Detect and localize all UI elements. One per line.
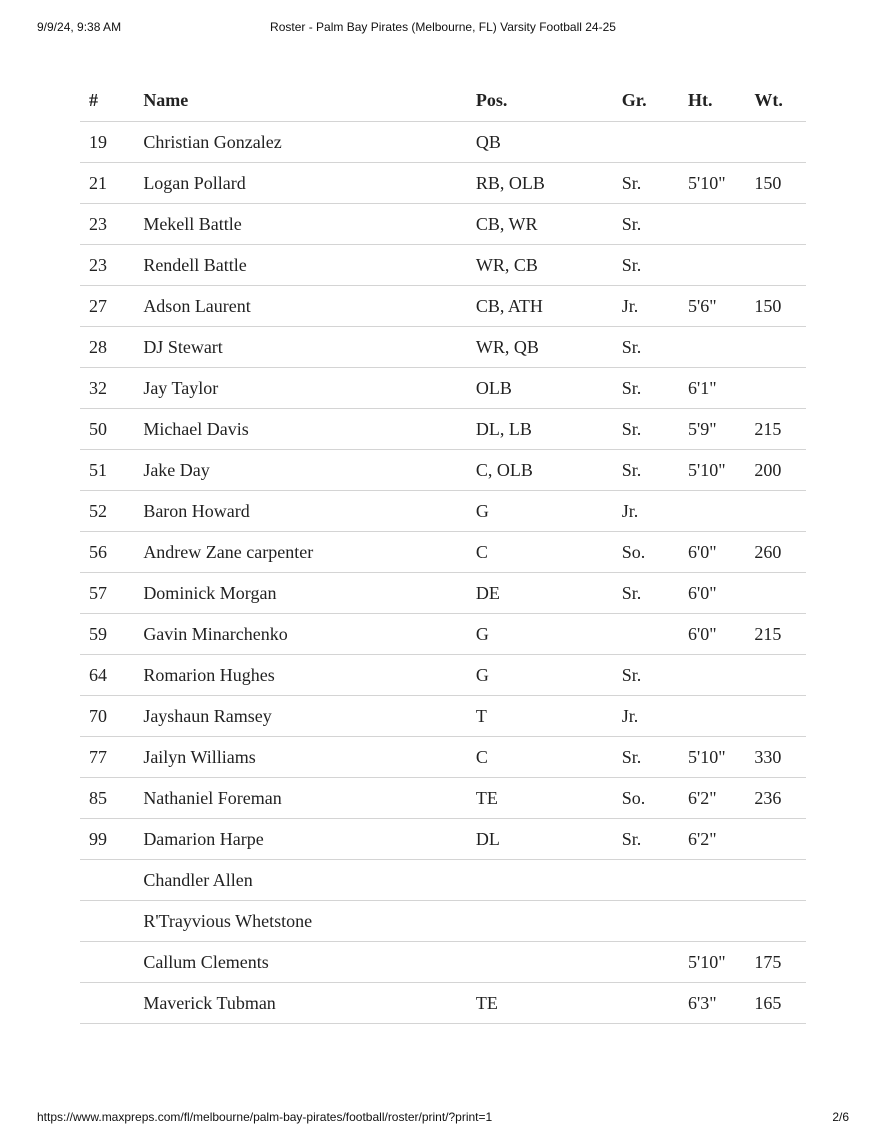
col-header-number: # [80, 80, 143, 122]
player-number: 64 [80, 655, 143, 696]
player-grade: Jr. [622, 696, 688, 737]
player-height [688, 327, 754, 368]
player-height: 5'10" [688, 450, 754, 491]
player-number: 56 [80, 532, 143, 573]
table-row [80, 696, 806, 737]
player-height: 5'9" [688, 409, 754, 450]
player-height: 5'10" [688, 737, 754, 778]
player-position: RB, OLB [476, 163, 622, 204]
player-weight [754, 819, 806, 860]
player-height [688, 122, 754, 163]
col-header-name: Name [143, 80, 476, 122]
player-weight [754, 368, 806, 409]
player-name: Maverick Tubman [143, 983, 476, 1024]
player-name: Mekell Battle [143, 204, 476, 245]
player-height [688, 655, 754, 696]
player-height: 6'3" [688, 983, 754, 1024]
table-row [80, 245, 806, 286]
player-grade: Sr. [622, 245, 688, 286]
player-position: C [476, 532, 622, 573]
player-number [80, 983, 143, 1024]
player-weight: 330 [754, 737, 806, 778]
player-grade: Sr. [622, 163, 688, 204]
player-name: Damarion Harpe [143, 819, 476, 860]
player-weight [754, 327, 806, 368]
player-number: 19 [80, 122, 143, 163]
player-number: 85 [80, 778, 143, 819]
player-height: 6'2" [688, 819, 754, 860]
player-grade: So. [622, 778, 688, 819]
player-position: OLB [476, 368, 622, 409]
player-grade: Sr. [622, 573, 688, 614]
player-number: 32 [80, 368, 143, 409]
player-grade: Sr. [622, 737, 688, 778]
player-name: Baron Howard [143, 491, 476, 532]
player-position: C [476, 737, 622, 778]
table-row [80, 204, 806, 245]
player-name: Andrew Zane carpenter [143, 532, 476, 573]
player-position: QB [476, 122, 622, 163]
player-grade: Sr. [622, 409, 688, 450]
player-number: 57 [80, 573, 143, 614]
player-name: Jayshaun Ramsey [143, 696, 476, 737]
player-height: 5'6" [688, 286, 754, 327]
table-row [80, 942, 806, 983]
player-name: Chandler Allen [143, 860, 476, 901]
player-name: Logan Pollard [143, 163, 476, 204]
player-position: T [476, 696, 622, 737]
player-height: 6'0" [688, 614, 754, 655]
player-grade: So. [622, 532, 688, 573]
table-row [80, 655, 806, 696]
player-name: Jailyn Williams [143, 737, 476, 778]
player-weight [754, 573, 806, 614]
table-row [80, 409, 806, 450]
player-position: DL [476, 819, 622, 860]
player-number: 99 [80, 819, 143, 860]
player-number: 21 [80, 163, 143, 204]
player-position [476, 942, 622, 983]
player-weight: 200 [754, 450, 806, 491]
player-grade: Sr. [622, 819, 688, 860]
col-header-grade: Gr. [622, 80, 688, 122]
table-row [80, 614, 806, 655]
player-grade [622, 901, 688, 942]
table-row [80, 368, 806, 409]
player-name: Rendell Battle [143, 245, 476, 286]
table-row [80, 532, 806, 573]
player-position [476, 901, 622, 942]
player-grade: Sr. [622, 655, 688, 696]
player-grade [622, 983, 688, 1024]
player-weight [754, 122, 806, 163]
player-weight [754, 204, 806, 245]
player-position: WR, CB [476, 245, 622, 286]
player-name: Callum Clements [143, 942, 476, 983]
player-number: 23 [80, 204, 143, 245]
player-height: 5'10" [688, 942, 754, 983]
player-height [688, 204, 754, 245]
player-name: Adson Laurent [143, 286, 476, 327]
player-number: 70 [80, 696, 143, 737]
player-number: 51 [80, 450, 143, 491]
print-datetime: 9/9/24, 9:38 AM [37, 20, 122, 34]
player-height: 6'2" [688, 778, 754, 819]
player-number: 27 [80, 286, 143, 327]
player-position: DL, LB [476, 409, 622, 450]
player-height: 5'10" [688, 163, 754, 204]
table-row [80, 819, 806, 860]
table-row [80, 737, 806, 778]
player-number: 28 [80, 327, 143, 368]
player-name: DJ Stewart [143, 327, 476, 368]
player-weight: 236 [754, 778, 806, 819]
player-name: Dominick Morgan [143, 573, 476, 614]
player-position: G [476, 614, 622, 655]
player-weight: 215 [754, 409, 806, 450]
player-position [476, 860, 622, 901]
page-url: https://www.maxpreps.com/fl/melbourne/palm-bay-pirates/football/roster/print/?print=1 [37, 1110, 493, 1124]
player-height: 6'0" [688, 573, 754, 614]
player-number: 59 [80, 614, 143, 655]
col-header-height: Ht. [688, 80, 754, 122]
player-height [688, 696, 754, 737]
player-position: CB, WR [476, 204, 622, 245]
player-grade [622, 122, 688, 163]
table-row [80, 122, 806, 163]
player-grade: Sr. [622, 204, 688, 245]
player-weight [754, 245, 806, 286]
player-weight [754, 860, 806, 901]
table-row [80, 450, 806, 491]
player-weight [754, 655, 806, 696]
player-weight: 165 [754, 983, 806, 1024]
table-row [80, 163, 806, 204]
player-position: TE [476, 983, 622, 1024]
player-height [688, 860, 754, 901]
player-name: Nathaniel Foreman [143, 778, 476, 819]
player-weight [754, 901, 806, 942]
player-name: Jay Taylor [143, 368, 476, 409]
player-name: R'Trayvious Whetstone [143, 901, 476, 942]
player-position: WR, QB [476, 327, 622, 368]
player-weight [754, 491, 806, 532]
player-number [80, 860, 143, 901]
player-grade: Jr. [622, 286, 688, 327]
player-number: 50 [80, 409, 143, 450]
roster-table [80, 80, 806, 1024]
player-position: CB, ATH [476, 286, 622, 327]
table-row [80, 983, 806, 1024]
player-position: DE [476, 573, 622, 614]
player-weight: 260 [754, 532, 806, 573]
player-number [80, 942, 143, 983]
player-weight: 150 [754, 286, 806, 327]
player-weight: 150 [754, 163, 806, 204]
print-title: Roster - Palm Bay Pirates (Melbourne, FL) Varsity Football 24-25 [270, 20, 616, 34]
player-name: Jake Day [143, 450, 476, 491]
player-height: 6'1" [688, 368, 754, 409]
player-height: 6'0" [688, 532, 754, 573]
col-header-weight: Wt. [754, 80, 806, 122]
player-height [688, 491, 754, 532]
player-position: G [476, 655, 622, 696]
table-header-row [80, 80, 806, 122]
table-row [80, 327, 806, 368]
player-number: 77 [80, 737, 143, 778]
player-number: 23 [80, 245, 143, 286]
page-number: 2/6 [832, 1110, 849, 1124]
table-row [80, 778, 806, 819]
col-header-position: Pos. [476, 80, 622, 122]
player-weight [754, 696, 806, 737]
player-position: G [476, 491, 622, 532]
player-name: Christian Gonzalez [143, 122, 476, 163]
player-grade: Sr. [622, 327, 688, 368]
player-number [80, 901, 143, 942]
player-grade: Jr. [622, 491, 688, 532]
table-row [80, 901, 806, 942]
player-name: Romarion Hughes [143, 655, 476, 696]
player-weight: 215 [754, 614, 806, 655]
player-weight: 175 [754, 942, 806, 983]
table-row [80, 573, 806, 614]
table-row [80, 286, 806, 327]
table-row [80, 860, 806, 901]
player-number: 52 [80, 491, 143, 532]
player-grade [622, 942, 688, 983]
player-height [688, 901, 754, 942]
player-grade [622, 860, 688, 901]
player-name: Michael Davis [143, 409, 476, 450]
table-row [80, 491, 806, 532]
player-height [688, 245, 754, 286]
player-position: TE [476, 778, 622, 819]
player-position: C, OLB [476, 450, 622, 491]
player-grade: Sr. [622, 368, 688, 409]
player-grade [622, 614, 688, 655]
player-grade: Sr. [622, 450, 688, 491]
player-name: Gavin Minarchenko [143, 614, 476, 655]
